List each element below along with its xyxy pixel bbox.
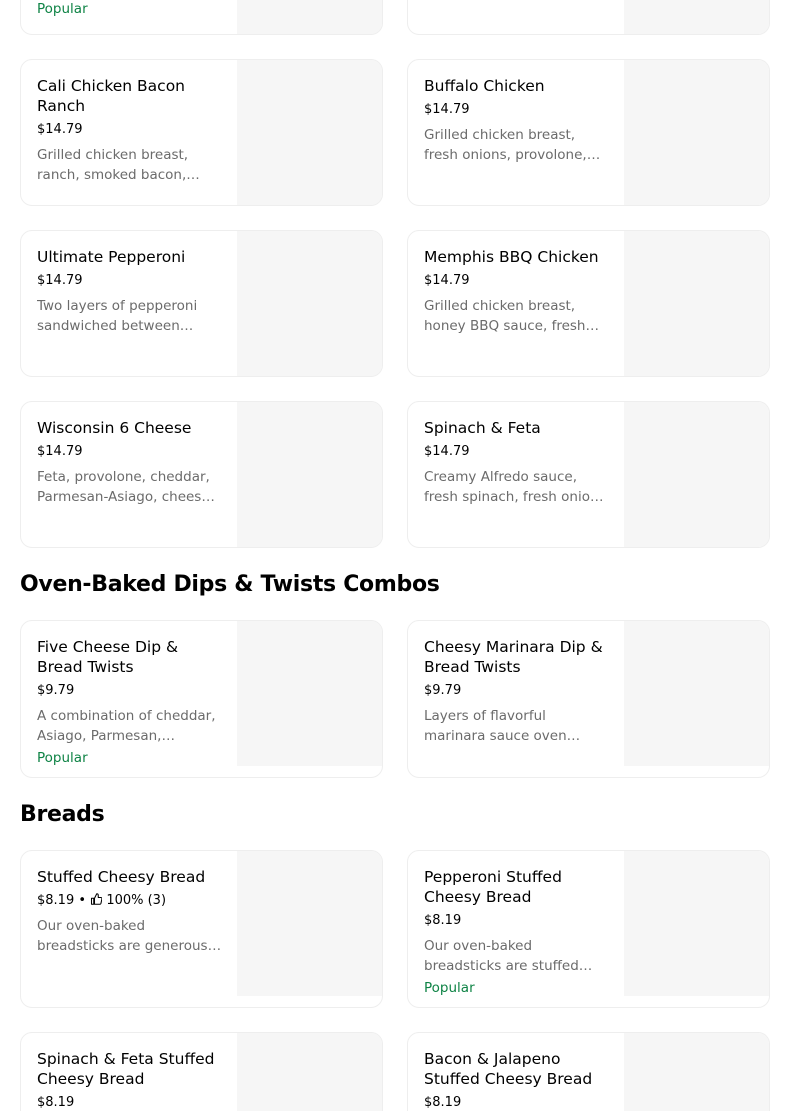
menu-item-card[interactable] xyxy=(20,850,383,1008)
popular-badge: Popular xyxy=(37,750,88,766)
item-description: Our oven-baked breadsticks are generously xyxy=(37,918,220,954)
menu-item-card[interactable] xyxy=(20,401,383,548)
menu-item-card[interactable] xyxy=(407,1032,770,1111)
item-name: Ultimate Pepperoni xyxy=(37,248,186,266)
menu-item-card[interactable] xyxy=(407,620,770,778)
item-price: $14.79 xyxy=(37,444,83,459)
menu-item-card[interactable] xyxy=(20,1032,383,1111)
item-name: Cheesy Marinara Dip & Bread Twists xyxy=(424,638,603,676)
item-image xyxy=(624,231,769,376)
menu-item-card[interactable] xyxy=(407,850,770,1008)
item-image xyxy=(624,851,769,996)
item-price: $8.19 xyxy=(424,913,462,928)
item-description: Grilled chicken breast, fresh onions, provolone, xyxy=(424,127,587,163)
item-description: Feta, provolone, cheddar, Parmesan-Asiago, cheese xyxy=(37,469,210,505)
menu-item-card[interactable] xyxy=(407,401,770,548)
item-price: $14.79 xyxy=(424,273,470,288)
item-price: $14.79 xyxy=(37,122,83,137)
item-image xyxy=(624,402,769,547)
item-description: Creamy Alfredo sauce, fresh spinach, fresh onions, xyxy=(424,469,610,505)
item-image xyxy=(624,0,769,35)
item-description: Our oven-baked breadsticks are stuffed xyxy=(424,938,579,974)
item-image xyxy=(237,851,382,996)
section-title: Oven-Baked Dips & Twists Combos xyxy=(20,572,440,597)
item-name: Memphis BBQ Chicken xyxy=(424,248,599,266)
item-name: Five Cheese Dip & Bread Twists xyxy=(37,638,179,676)
item-name: Cali Chicken Bacon Ranch xyxy=(37,77,186,115)
menu-item-card[interactable] xyxy=(20,230,383,377)
menu-item-card[interactable] xyxy=(20,0,383,35)
menu-item-card[interactable] xyxy=(407,59,770,206)
section-title: Breads xyxy=(20,802,105,827)
item-price: $8.19 xyxy=(37,893,75,908)
item-image xyxy=(237,231,382,376)
menu-item-card[interactable] xyxy=(20,59,383,206)
item-image xyxy=(624,1033,769,1111)
item-price: $14.79 xyxy=(424,102,470,117)
thumbs-up-icon xyxy=(90,893,102,905)
separator: • xyxy=(78,893,91,908)
item-name: Stuffed Cheesy Bread xyxy=(37,868,206,886)
item-name: Wisconsin 6 Cheese xyxy=(37,419,192,437)
item-description: A combination of cheddar, Asiago, Parmesan, xyxy=(37,708,216,744)
item-image xyxy=(237,60,382,205)
item-image xyxy=(237,0,382,35)
item-price: $8.19 xyxy=(424,1095,462,1110)
item-name: Pepperoni Stuffed Cheesy Bread xyxy=(424,868,562,906)
item-price: $14.79 xyxy=(37,273,83,288)
item-description: Grilled chicken breast, honey BBQ sauce, fresh xyxy=(424,298,586,334)
item-price: $9.79 xyxy=(424,683,462,698)
menu-item-card[interactable] xyxy=(407,0,770,35)
item-rating: 100% (3) xyxy=(106,893,167,908)
item-image xyxy=(237,402,382,547)
popular-badge: Popular xyxy=(37,1,88,17)
item-image xyxy=(237,621,382,766)
menu-item-card[interactable] xyxy=(20,620,383,778)
popular-badge: Popular xyxy=(424,980,475,996)
item-name: Spinach & Feta xyxy=(424,419,541,437)
menu-item-card[interactable] xyxy=(407,230,770,377)
item-description: Two layers of pepperoni sandwiched between xyxy=(37,298,198,334)
item-image xyxy=(237,1033,382,1111)
item-price: $9.79 xyxy=(37,683,75,698)
item-description: Grilled chicken breast, ranch, smoked bacon, xyxy=(37,147,189,183)
item-image xyxy=(624,621,769,766)
item-image xyxy=(624,60,769,205)
item-name: Bacon & Jalapeno Stuffed Cheesy Bread xyxy=(424,1050,593,1088)
item-price: $8.19 xyxy=(37,1095,75,1110)
item-price: $14.79 xyxy=(424,444,470,459)
item-name: Spinach & Feta Stuffed Cheesy Bread xyxy=(37,1050,215,1088)
item-price-rating xyxy=(37,892,223,910)
item-description: Layers of flavorful marinara sauce oven xyxy=(424,708,567,744)
item-name: Buffalo Chicken xyxy=(424,77,545,95)
